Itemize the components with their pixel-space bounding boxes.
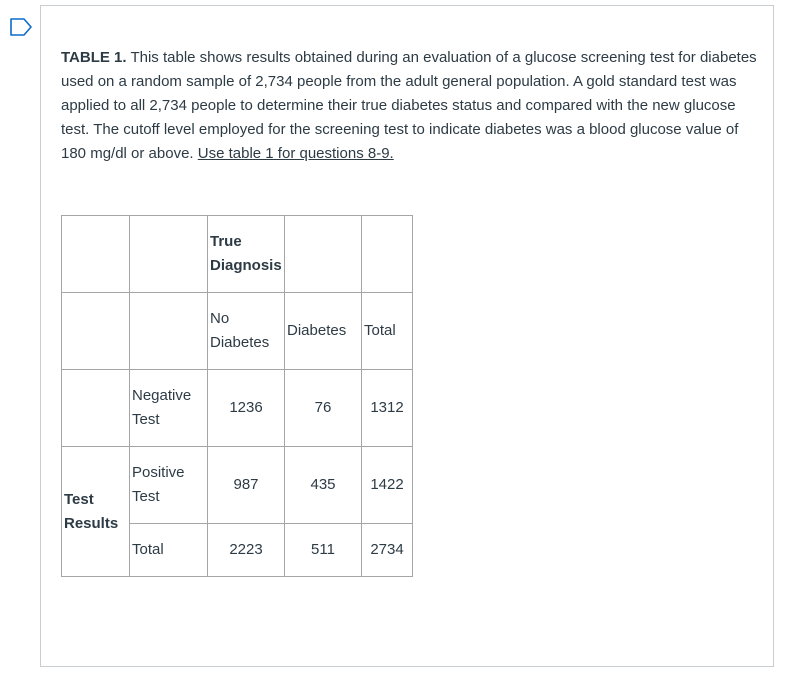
cell-diabetes: 76 (285, 370, 362, 447)
cell-no-diabetes: 987 (208, 447, 285, 524)
contingency-table (61, 215, 413, 577)
cell-no-diabetes: 2223 (208, 524, 285, 577)
empty-cell (130, 293, 208, 370)
empty-cell (285, 216, 362, 293)
cell-total: 1312 (362, 370, 413, 447)
table-row (62, 370, 413, 447)
question-body: This table shows results obtained during an evaluation of a glucose screening test for diabetes used on a random sample of 2,734 people from the adult general population. A gold standard test was applied to all 2,734 people to determine their true diabetes status and compared with the new glucose test. The cutoff level employed for the screening test to indicate diabetes was a blood glucose value of 180 mg/dl or above. (61, 49, 757, 162)
header-diabetes: Diabetes (285, 293, 362, 370)
cell-total: 2734 (362, 524, 413, 577)
empty-cell (62, 370, 130, 447)
cell-diabetes: 511 (285, 524, 362, 577)
empty-cell (130, 216, 208, 293)
header-no-diabetes: No Diabetes (208, 293, 285, 370)
empty-cell (362, 216, 413, 293)
question-container (40, 5, 774, 667)
table-label: TABLE 1. (61, 49, 127, 66)
table-reference: Use table 1 for questions 8-9. (197, 145, 394, 162)
question-text (61, 46, 761, 166)
cell-diabetes: 435 (285, 447, 362, 524)
flag-question-icon[interactable] (9, 18, 33, 36)
row-label: Positive Test (130, 447, 208, 524)
empty-cell (62, 216, 130, 293)
row-group-test-results: Test Results (62, 447, 130, 577)
row-label: Total (130, 524, 208, 577)
empty-cell (62, 293, 130, 370)
header-true-diagnosis: True Diagnosis (208, 216, 285, 293)
cell-total: 1422 (362, 447, 413, 524)
header-total: Total (362, 293, 413, 370)
cell-no-diabetes: 1236 (208, 370, 285, 447)
row-label: Negative Test (130, 370, 208, 447)
table-row (62, 447, 413, 524)
